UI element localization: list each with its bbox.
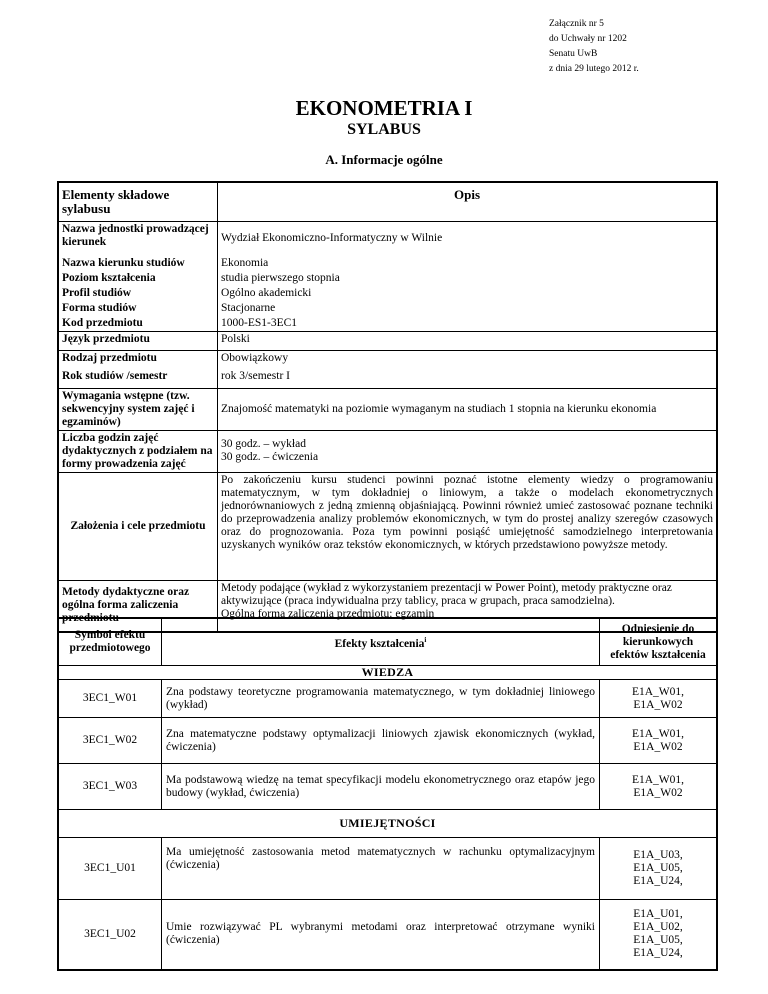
effects-header-ref: Odniesienie do kierunkowych efektów kształcenia [600, 618, 718, 666]
ref-line: E1A_W02 [633, 786, 683, 799]
effects-table [57, 617, 718, 971]
effect-row [58, 838, 717, 900]
info-label: Rok studiów /semestr [58, 369, 218, 388]
info-value: Ogólno akademicki [218, 286, 718, 301]
ref-line: E1A_U24, [633, 947, 683, 960]
effect-symbol: 3EC1_W02 [58, 718, 162, 764]
ref-line: E1A_U24, [633, 875, 683, 887]
info-value: Stacjonarne [218, 301, 718, 316]
effect-reference [600, 764, 718, 810]
info-label: Forma studiów [62, 301, 137, 314]
info-row [58, 331, 717, 350]
info-header-right: Opis [218, 182, 718, 222]
ref-line: E1A_W01, [631, 685, 685, 698]
attachment-note [549, 17, 639, 77]
effect-description: Ma podstawową wiedzę na temat specyfikacji modelu ekonometrycznego oraz etapów jego budowy (wykład, ćwiczenia) [162, 764, 600, 810]
attachment-line: Senatu UwB [549, 49, 598, 59]
info-table [57, 181, 718, 633]
effect-description: Ma umiejętność zastosowania metod matematycznych w rachunku optymalizacyjnym (ćwiczenia) [162, 838, 600, 900]
info-label: Kod przedmiotu [58, 316, 218, 332]
info-row [58, 388, 717, 430]
effect-row [58, 680, 717, 718]
effects-header-effects-text: Efekty kształcenia [334, 637, 425, 650]
info-value-line: Ogólna forma zaliczenia przedmiotu: egzamin [221, 607, 435, 620]
document-title: EKONOMETRIA I [295, 96, 473, 120]
info-value: studia pierwszego stopnia [218, 271, 718, 286]
info-header-left: Elementy składowe sylabusu [58, 182, 218, 222]
ref-line: E1A_W02 [633, 698, 683, 711]
info-row [58, 369, 717, 388]
info-label: Poziom kształcenia [62, 271, 156, 284]
info-value: Znajomość matematyki na poziomie wymaganym na studiach 1 stopnia na kierunku ekonomia [218, 388, 718, 430]
ref-line: E1A_U05, [633, 934, 683, 947]
effect-reference [600, 718, 718, 764]
section-skills: UMIEJĘTNOŚCI [58, 810, 717, 838]
info-label: Nazwa kierunku studiów [62, 256, 185, 269]
effect-reference [600, 680, 718, 718]
section-row [58, 810, 717, 838]
info-header-row [58, 182, 717, 222]
info-value-line: Metody podające (wykład z wykorzystaniem prezentacji w Power Point), metody praktyczne oraz aktywizujące (praca indywidualna przy tablicy, praca w grupach, praca samodzielna). [221, 581, 672, 607]
info-value: Po zakończeniu kursu studenci powinni poznać istotne elementy wiedzy o programowaniu matematycznym, w tym dokładniej o liniowym, a także o modelach ekonometrycznych jednorównaniowych z jedną zmienną objaśniającą. Powinni również umieć zastosować poznane techniki do przeprowadzenia analizy problemów ekonomicznych, w tym do prostej analizy szeregów czasowych oraz do prognozowania. Poza tym powinni posiąść umiejętność samodzielnego interpretowania uzyskanych wyników oraz tekstów ekonomicznych, w których przedstawiono powyższe metody. [218, 472, 718, 580]
info-value-line: 30 godz. – wykład [221, 438, 306, 450]
info-value: Ekonomia [218, 256, 718, 271]
info-row [58, 430, 717, 472]
ref-line: E1A_U01, [633, 908, 683, 921]
info-label: Założenia i cele przedmiotu [58, 472, 218, 580]
info-label: Profil studiów [62, 286, 132, 299]
attachment-line: z dnia 29 lutego 2012 r. [549, 64, 639, 74]
effect-symbol: 3EC1_U01 [58, 838, 162, 900]
ref-line: E1A_W02 [633, 740, 683, 753]
info-row [58, 271, 717, 286]
effects-header-symbol: Symbol efektu przedmiotowego [58, 618, 162, 666]
ref-line: E1A_W01, [631, 773, 685, 786]
info-row [58, 301, 717, 316]
section-heading: A. Informacje ogólne [325, 152, 443, 167]
info-value: rok 3/semestr I [218, 369, 718, 388]
info-label: Rodzaj przedmiotu [62, 351, 157, 364]
ref-line: E1A_U05, [633, 862, 683, 874]
effect-description: Zna matematyczne podstawy optymalizacji liniowych zjawisk ekonomicznych (wykład, ćwiczenia) [162, 718, 600, 764]
effect-symbol: 3EC1_W03 [58, 764, 162, 810]
attachment-line: Załącznik nr 5 [549, 19, 604, 29]
effect-row [58, 900, 717, 970]
section-knowledge: WIEDZA [58, 666, 717, 680]
effect-row [58, 764, 717, 810]
effect-row [58, 718, 717, 764]
info-value: Wydział Ekonomiczno-Informatyczny w Wilnie [218, 222, 718, 256]
attachment-line: do Uchwały nr 1202 [549, 34, 627, 44]
info-value: Polski [218, 331, 718, 350]
ref-line: E1A_W01, [631, 727, 685, 740]
effect-reference [600, 838, 718, 900]
ref-line: E1A_U03, [633, 849, 683, 861]
ref-line: E1A_U02, [633, 921, 683, 934]
info-label: Język przedmiotu [58, 331, 218, 350]
effects-header-row [58, 618, 717, 666]
info-label: Metody dydaktyczne oraz ogólna forma zaliczenia przedmiotu [62, 586, 190, 625]
info-value-line: 30 godz. – ćwiczenia [221, 451, 319, 463]
effect-symbol: 3EC1_W01 [58, 680, 162, 718]
footnote-marker: i [424, 635, 427, 644]
effect-reference [600, 900, 718, 970]
info-label: Wymagania wstępne (tzw. sekwencyjny system zajęć i egzaminów) [58, 388, 218, 430]
info-value [218, 430, 718, 472]
info-row [58, 286, 717, 301]
info-row [58, 316, 717, 332]
info-row [58, 222, 717, 256]
info-row [58, 350, 717, 369]
effect-description: Umie rozwiązywać PL wybranymi metodami oraz interpretować otrzymane wyniki (ćwiczenia) [162, 900, 600, 970]
effect-description: Zna podstawy teoretyczne programowania matematycznego, w tym dokładniej liniowego (wykład) [162, 680, 600, 718]
section-row [58, 666, 717, 680]
info-value: Obowiązkowy [218, 350, 718, 369]
info-row [58, 256, 717, 271]
info-label: Nazwa jednostki prowadzącej kierunek [62, 223, 209, 248]
info-row [58, 472, 717, 580]
info-label: Liczba godzin zajęć dydaktycznych z podziałem na formy prowadzenia zajęć [58, 430, 218, 472]
info-value: 1000-ES1-3EC1 [218, 316, 718, 332]
effects-header-effects [162, 618, 600, 666]
document-subtitle: SYLABUS [347, 121, 421, 138]
effect-symbol: 3EC1_U02 [58, 900, 162, 970]
